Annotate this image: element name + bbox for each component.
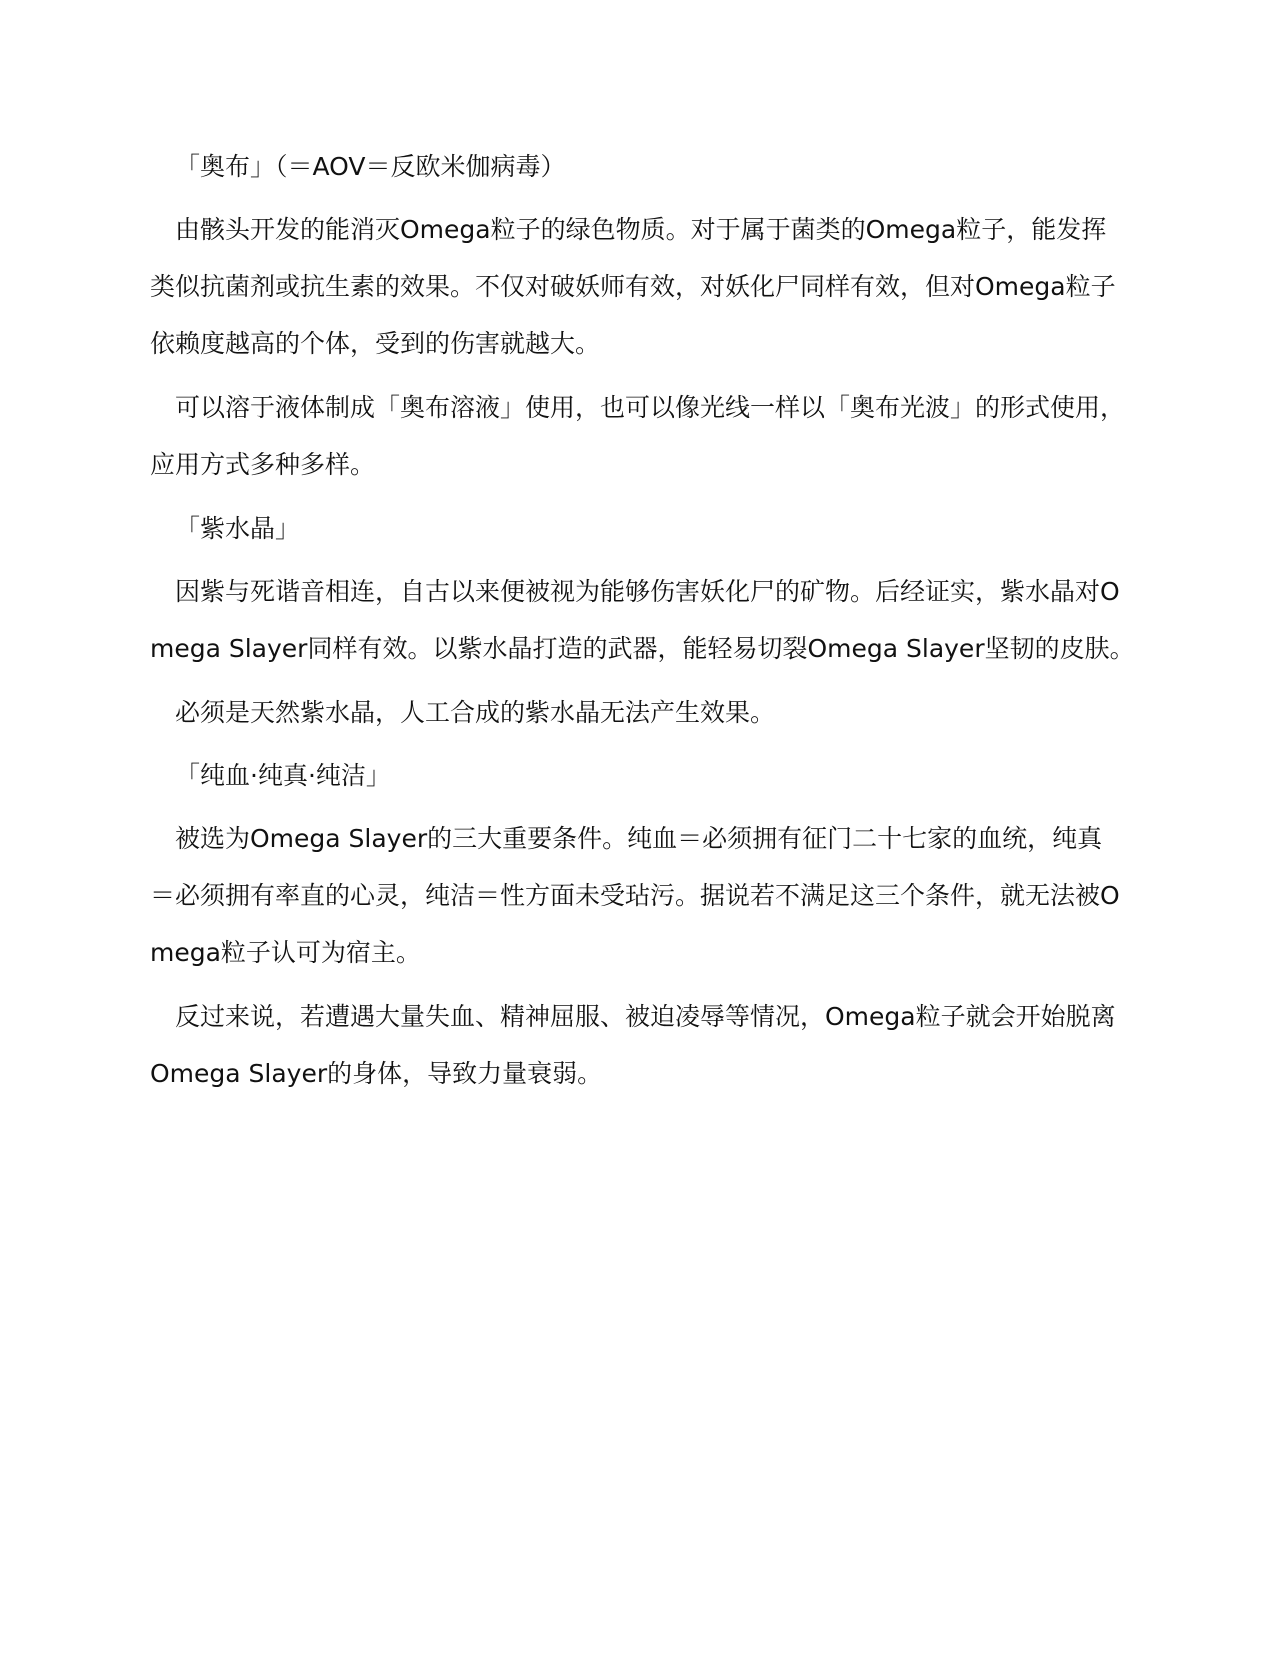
paragraph-line: ＝必须拥有率直的心灵，纯洁＝性方面未受玷污。据说若不满足这三个条件，就无法被O bbox=[150, 881, 1120, 910]
paragraph-line: 必须是天然紫水晶，人工合成的紫水晶无法产生效果。 bbox=[175, 698, 776, 727]
paragraph-line: mega粒子认可为宿主。 bbox=[150, 938, 421, 967]
paragraph-line: 应用方式多种多样。 bbox=[150, 450, 376, 479]
paragraph-line: 由骸头开发的能消灭Omega粒子的绿色物质。对于属于菌类的Omega粒子，能发挥 bbox=[175, 215, 1107, 244]
paragraph-line: 被选为Omega Slayer的三大重要条件。纯血＝必须拥有征门二十七家的血统，纯真 bbox=[175, 824, 1103, 853]
paragraph-line: 依赖度越高的个体，受到的伤害就越大。 bbox=[150, 329, 601, 358]
paragraph-line: 可以溶于液体制成「奥布溶液」使用，也可以像光线一样以「奥布光波」的形式使用， bbox=[175, 393, 1126, 422]
section-heading-purity: 「纯血·纯真·纯洁」 bbox=[175, 761, 391, 790]
paragraph-line: 因紫与死谐音相连，自古以来便被视为能够伤害妖化尸的矿物。后经证实，紫水晶对O bbox=[175, 577, 1120, 606]
paragraph-line: 反过来说，若遭遇大量失血、精神屈服、被迫凌辱等情况，Omega粒子就会开始脱离 bbox=[175, 1002, 1116, 1031]
section-heading-aov: 「奥布」（＝AOV＝反欧米伽病毒） bbox=[175, 152, 566, 181]
section-heading-amethyst: 「紫水晶」 bbox=[175, 514, 301, 543]
paragraph-line: mega Slayer同样有效。以紫水晶打造的武器，能轻易切裂Omega Slayer坚韧的皮肤。 bbox=[150, 634, 1135, 663]
paragraph-line: Omega Slayer的身体，导致力量衰弱。 bbox=[150, 1059, 603, 1088]
paragraph-line: 类似抗菌剂或抗生素的效果。不仅对破妖师有效，对妖化尸同样有效，但对Omega粒子 bbox=[150, 272, 1116, 301]
